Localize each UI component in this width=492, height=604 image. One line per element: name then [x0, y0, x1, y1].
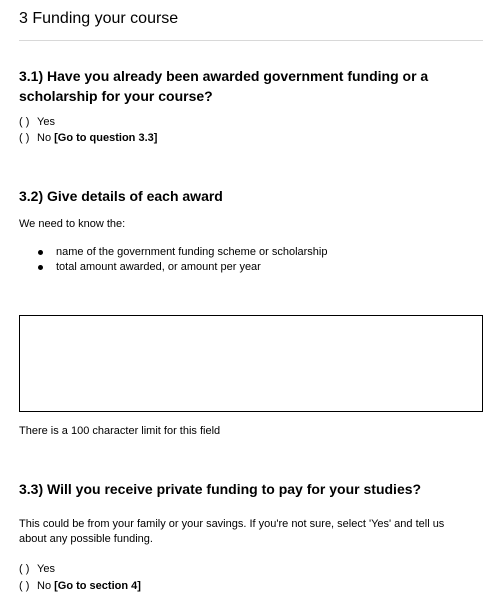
section-title: 3 Funding your course [19, 10, 179, 27]
radio-button[interactable]: ( ) [19, 116, 30, 128]
list-item: total amount awarded, or amount per year [19, 260, 328, 275]
radio-button[interactable]: ( ) [19, 132, 30, 144]
question-3-1-title-line2: scholarship for your course? [19, 88, 213, 104]
question-3-2-title: 3.2) Give details of each award [19, 188, 223, 204]
question-3-2-intro: We need to know the: [19, 218, 126, 230]
option-label: No [37, 132, 52, 144]
bullet-icon [38, 250, 43, 255]
q31-option-no[interactable] [19, 131, 157, 145]
question-3-1-title [19, 66, 428, 106]
award-details-textarea[interactable] [19, 315, 483, 412]
option-label: Yes [37, 563, 55, 575]
details-list [19, 245, 328, 275]
q33-option-yes[interactable] [19, 562, 55, 576]
list-item: name of the government funding scheme or scholarship [19, 245, 328, 260]
radio-button[interactable]: ( ) [19, 580, 30, 592]
character-limit-note: There is a 100 character limit for this field [19, 425, 221, 437]
option-label: No [37, 580, 52, 592]
question-3-3-title: 3.3) Will you receive private funding to pay for your studies? [19, 481, 422, 497]
section-divider [19, 40, 483, 41]
routing-note: [Go to section 4] [54, 580, 141, 592]
q33-option-no[interactable] [19, 579, 141, 593]
option-label: Yes [37, 116, 55, 128]
q31-option-yes[interactable] [19, 115, 55, 129]
question-3-1-title-line1: 3.1) Have you already been awarded government funding or a [19, 68, 429, 84]
routing-note: [Go to question 3.3] [54, 132, 158, 144]
question-3-3-help: This could be from your family or your savings. If you're not sure, select 'Yes' and tell us about any possible funding. [19, 518, 445, 545]
bullet-icon [38, 265, 43, 270]
radio-button[interactable]: ( ) [19, 563, 30, 575]
